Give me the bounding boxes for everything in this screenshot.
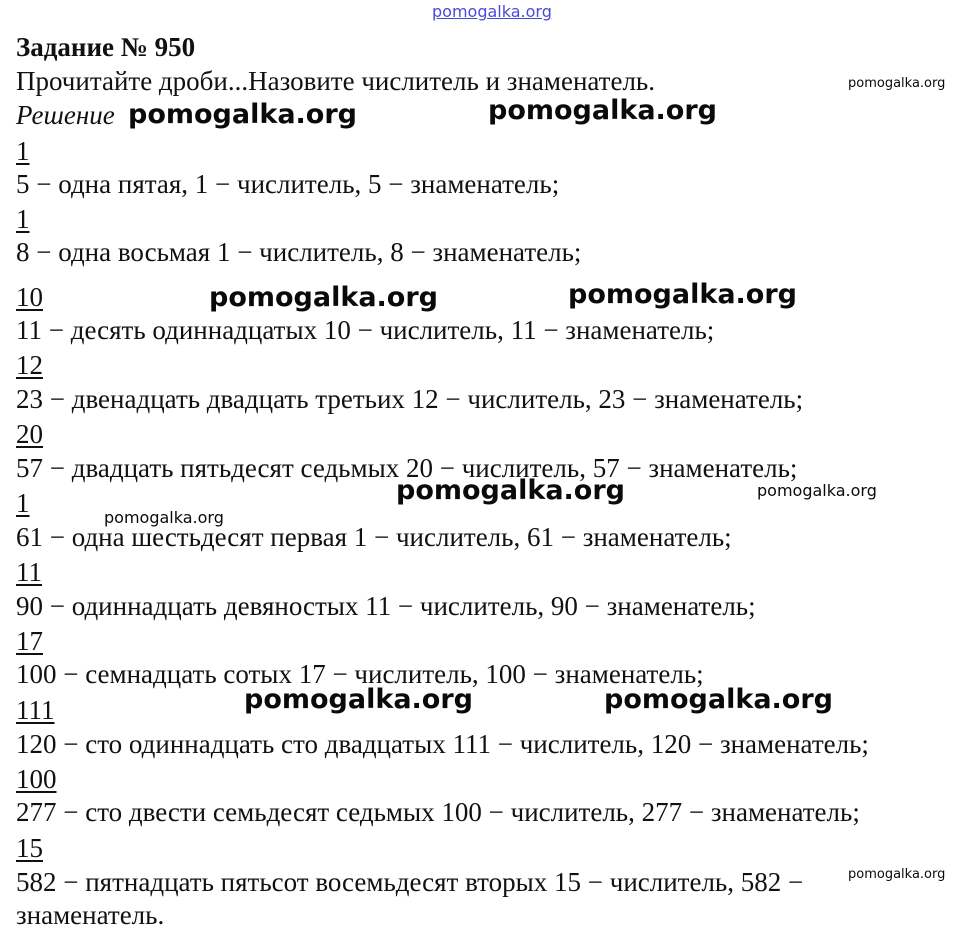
fraction-numerator: 15 — [16, 833, 43, 863]
fraction-line: 23 − двенадцать двадцать третьих 12 − числитель, 23 − знаменатель; — [16, 384, 804, 414]
watermark: pomogalka.org — [604, 684, 833, 715]
fraction-line: 100 − семнадцать сотых 17 − числитель, 100 − знаменатель; — [16, 659, 704, 689]
fraction-numerator: 111 — [16, 695, 55, 725]
fraction-line: 90 − одиннадцать девяностых 11 − числитель, 90 − знаменатель; — [16, 591, 756, 621]
fraction-line: 57 − двадцать пятьдесят седьмых 20 − числитель, 57 − знаменатель; — [16, 453, 798, 483]
watermark: pomogalka.org — [848, 867, 946, 882]
fraction-line: 277 − сто двести семьдесят седьмых 100 − числитель, 277 − знаменатель; — [16, 797, 860, 827]
watermark: pomogalka.org — [244, 684, 473, 715]
fraction-numerator: 20 — [16, 419, 43, 449]
fraction-numerator: 17 — [16, 626, 43, 656]
fraction-numerator: 1 — [16, 204, 30, 234]
fraction-numerator: 10 — [16, 282, 43, 312]
solution-label: Решение — [16, 100, 115, 130]
fraction-numerator: 100 — [16, 764, 57, 794]
watermark: pomogalka.org — [104, 508, 224, 527]
watermark: pomogalka.org — [848, 76, 946, 91]
fraction-line: 61 − одна шестьдесят первая 1 − числитель, 61 − знаменатель; — [16, 522, 732, 552]
fraction-numerator: 1 — [16, 136, 30, 166]
watermark: pomogalka.org — [396, 475, 625, 506]
watermark: pomogalka.org — [488, 95, 717, 126]
site-link[interactable]: pomogalka.org — [432, 2, 552, 21]
fraction-line: 120 − сто одиннадцать сто двадцатых 111 − числитель, 120 − знаменатель; — [16, 729, 869, 759]
fraction-line: 8 − одна восьмая 1 − числитель, 8 − знаменатель; — [16, 237, 582, 267]
fraction-line: 5 − одна пятая, 1 − числитель, 5 − знаменатель; — [16, 169, 560, 199]
task-statement: Прочитайте дроби...Назовите числитель и знаменатель. — [16, 66, 655, 96]
watermark: pomogalka.org — [568, 279, 797, 310]
task-title: Задание № 950 — [16, 32, 196, 62]
fraction-line: 11 − десять одиннадцатых 10 − числитель, 11 − знаменатель; — [16, 315, 715, 345]
fraction-numerator: 11 — [16, 557, 42, 587]
watermark: pomogalka.org — [209, 282, 438, 313]
fraction-line: 582 − пятнадцать пятьсот восемьдесят вторых 15 − числитель, 582 − — [16, 867, 804, 897]
fraction-numerator: 12 — [16, 350, 43, 380]
watermark: pomogalka.org — [128, 99, 357, 130]
last-line: знаменатель. — [16, 900, 165, 930]
fraction-numerator: 1 — [16, 488, 30, 518]
watermark: pomogalka.org — [757, 481, 877, 500]
